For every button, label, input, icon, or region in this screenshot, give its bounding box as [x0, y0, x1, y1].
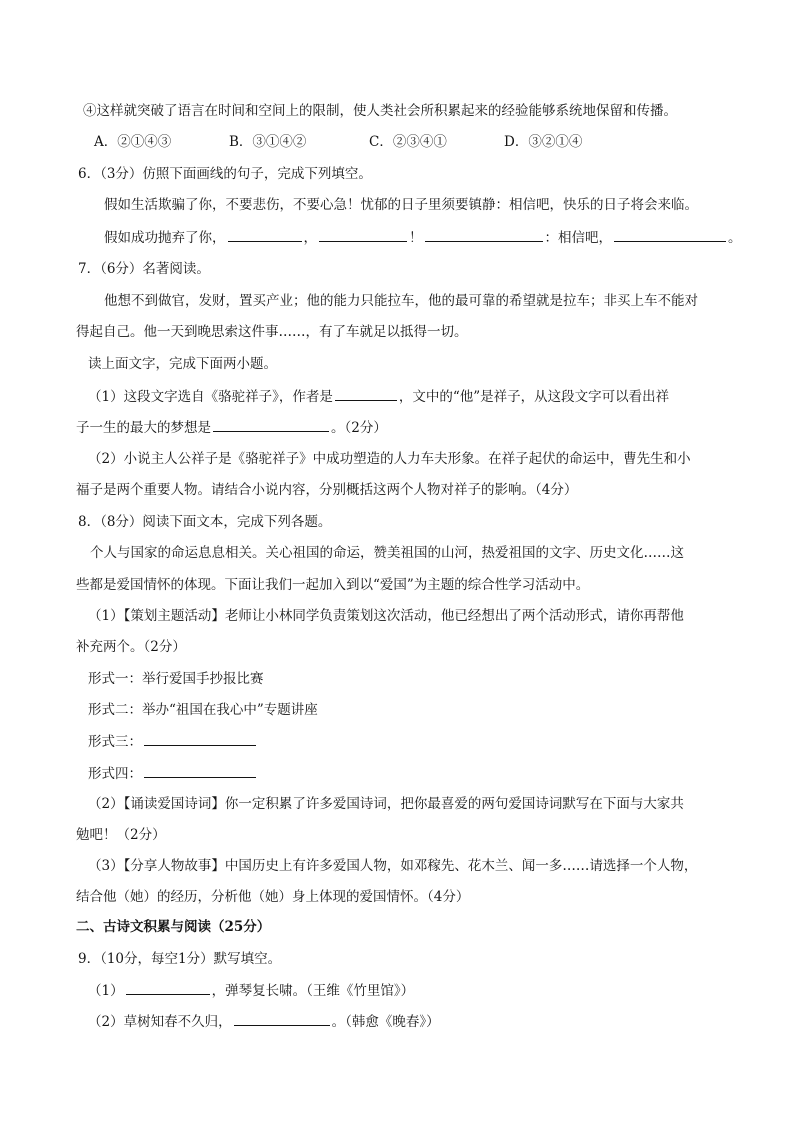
q7-sub2-line-1: （2）小说主人公祥子是《骆驼祥子》中成功塑造的人力车夫形象。在祥子起伏的命运中，曹先生和小: [88, 451, 691, 467]
answer-blank[interactable]: [614, 228, 726, 242]
question-number: 7．: [78, 261, 101, 277]
q6-model-sentence: 假如生活欺骗了你，不要悲伤，不要心急！忧郁的日子里须要镇静：相信吧，快乐的日子将会来临。: [104, 197, 698, 213]
q5-option-b[interactable]: B．③①④②: [229, 134, 307, 150]
answer-blank[interactable]: [213, 418, 329, 432]
q8-sub2-line-2: 勉吧！（2分）: [76, 827, 166, 843]
answer-blank[interactable]: [335, 387, 397, 401]
q5-options: [94, 133, 582, 151]
q7-passage-line-2: 得起自己。他一天到晚思索这件事……，有了车就足以抵得一切。: [76, 324, 468, 340]
q6-stem: 6．（3分）仿照下面画线的句子，完成下列填空。: [78, 166, 372, 182]
q8-form-3: 形式三：: [88, 732, 258, 751]
answer-blank[interactable]: [144, 764, 256, 778]
q9-stem: 9．（10分，每空1分）默写填空。: [78, 951, 282, 967]
q9-sub2: （2）草树知春不久归， 。（韩愈《晚春》）: [88, 1014, 440, 1030]
q7-sub1-line-1: （1）这段文字选自《骆驼祥子》，作者是 ，文中的“他”是祥子，从这段文字可以看出祥: [88, 389, 670, 405]
q8-sub3-line-1: （3）【分享人物故事】中国历史上有许多爱国人物，如邓稼先、花木兰、闻一多……请选择一个人物，: [88, 858, 698, 874]
q8-intro-line-2: 些都是爱国情怀的体现。下面让我们一起加入到以“爱国”为主题的综合性学习活动中。: [76, 577, 590, 593]
answer-blank[interactable]: [234, 1012, 330, 1026]
q6-answer-line: 假如成功抛弃了你， ， ！ ：相信吧， 。: [104, 230, 742, 246]
answer-blank[interactable]: [425, 228, 543, 242]
q8-stem: 8．（8分）阅读下面文本，完成下列各题。: [78, 514, 332, 530]
question-number: 9．: [78, 951, 101, 967]
q7-sub1-line-2: 子一生的最大的梦想是 。（2分）: [76, 420, 387, 436]
q8-sub1-line-2: 补充两个。（2分）: [76, 639, 186, 655]
q8-form-2: 形式二：举办“祖国在我心中”专题讲座: [88, 702, 318, 718]
answer-blank[interactable]: [228, 228, 302, 242]
answer-blank[interactable]: [319, 228, 407, 242]
q8-form-1: 形式一：举行爱国手抄报比赛: [88, 671, 264, 687]
question-number: 6．: [78, 166, 101, 182]
q7-sub2-line-2: 福子是两个重要人物。请结合小说内容，分别概括这两个人物对祥子的影响。（4分）: [76, 482, 578, 498]
q7-passage-line-1: 他想不到做官，发财，置买产业；他的能力只能拉车，他的最可靠的希望就是拉车；非买上车不能对: [104, 293, 698, 309]
q5-option-d[interactable]: D．③②①④: [504, 134, 583, 150]
q9-sub1: （1） ，弹琴复长啸。（王维《竹里馆》）: [88, 983, 415, 999]
answer-blank[interactable]: [144, 732, 256, 746]
q8-sub1-line-1: （1）【策划主题活动】老师让小林同学负责策划这次活动，他已经想出了两个活动形式，请你再帮他: [88, 608, 684, 624]
section-heading: 二、古诗文积累与阅读（25分）: [76, 919, 271, 935]
q7-stem: 7．（6分）名著阅读。: [78, 261, 210, 277]
q8-form-4: 形式四：: [88, 764, 258, 783]
answer-blank[interactable]: [126, 981, 210, 995]
q8-sub3-line-2: 结合他（她）的经历，分析他（她）身上体现的爱国情怀。（4分）: [76, 889, 470, 905]
q5-item-4: ④这样就突破了语言在时间和空间上的限制，使人类社会所积累起来的经验能够系统地保留和传播。: [83, 103, 677, 119]
q8-intro-line-1: 个人与国家的命运息息相关。关心祖国的命运，赞美祖国的山河，热爱祖国的文字、历史文化……这: [90, 545, 684, 561]
q5-option-c[interactable]: C．②③④①: [369, 134, 447, 150]
question-number: 8．: [78, 514, 101, 530]
q8-sub2-line-1: （2）【诵读爱国诗词】你一定积累了许多爱国诗词，把你最喜爱的两句爱国诗词默写在下面与大家共: [88, 796, 684, 812]
q5-option-a[interactable]: A．②①④③: [94, 134, 172, 150]
q7-instruction: 读上面文字，完成下面两小题。: [88, 356, 277, 372]
